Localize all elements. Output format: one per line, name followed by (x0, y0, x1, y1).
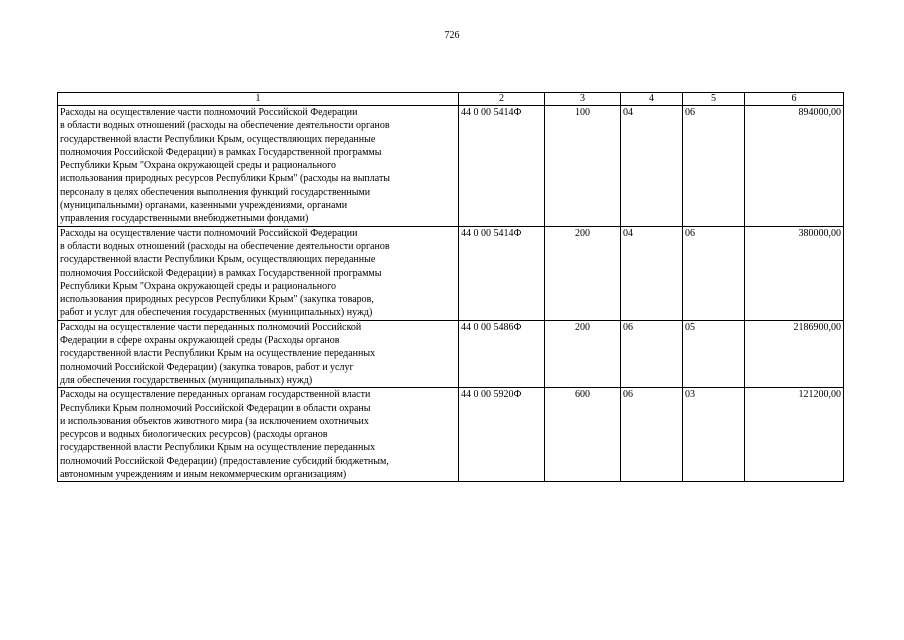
row-section: 06 (621, 388, 683, 482)
description-line: полномочия Российской Федерации) в рамках Государственной программы (60, 267, 382, 279)
row-type: 100 (545, 106, 621, 227)
row-description (58, 226, 459, 320)
row-subsection: 06 (683, 106, 745, 227)
row-code: 44 0 00 5414Ф (459, 226, 545, 320)
description-line: использования природных ресурсов Республики Крым" (закупка товаров, (60, 294, 374, 306)
column-header-5: 5 (683, 93, 745, 106)
row-amount: 894000,00 (745, 106, 844, 227)
table-row (58, 320, 844, 387)
row-type: 200 (545, 320, 621, 387)
row-section: 04 (621, 226, 683, 320)
row-amount: 121200,00 (745, 388, 844, 482)
description-line: работ и услуг для обеспечения государственных (муниципальных) нужд) (60, 307, 373, 319)
description-line: полномочий Российской Федерации) (предоставление субсидий бюджетным, (60, 455, 389, 467)
row-description (58, 320, 459, 387)
row-amount: 2186900,00 (745, 320, 844, 387)
row-section: 04 (621, 106, 683, 227)
description-line: (муниципальными) органами, казенными учреждениями, органами (60, 200, 348, 212)
row-amount: 380000,00 (745, 226, 844, 320)
description-line: и использования объектов животного мира (за исключением охотничьих (60, 415, 369, 427)
table-row (58, 388, 844, 482)
description-line: Расходы на осуществление части переданных полномочий Российской (60, 321, 362, 333)
description-line: Расходы на осуществление части полномочий Российской Федерации (60, 227, 358, 239)
description-line: в области водных отношений (расходы на обеспечение деятельности органов (60, 120, 390, 132)
description-line: государственной власти Республики Крым, осуществляющих переданные (60, 254, 376, 266)
row-code: 44 0 00 5920Ф (459, 388, 545, 482)
header-row (58, 93, 844, 106)
table-row (58, 226, 844, 320)
row-type: 200 (545, 226, 621, 320)
row-section: 06 (621, 320, 683, 387)
row-code: 44 0 00 5414Ф (459, 106, 545, 227)
column-header-4: 4 (621, 93, 683, 106)
row-description (58, 106, 459, 227)
description-line: персоналу в целях обеспечения выполнения функций государственными (60, 186, 371, 198)
description-line: Республики Крым "Охрана окружающей среды и рационального (60, 280, 336, 292)
description-line: использования природных ресурсов Республики Крым" (расходы на выплаты (60, 173, 391, 185)
budget-table (57, 92, 844, 482)
description-line: ресурсов и водных биологических ресурсов) (расходы органов (60, 429, 328, 441)
description-line: управления государственными внебюджетными фондами) (60, 213, 309, 225)
table-row (58, 106, 844, 227)
description-line: государственной власти Республики Крым на осуществление переданных (60, 348, 376, 360)
row-subsection: 03 (683, 388, 745, 482)
description-line: полномочия Российской Федерации) в рамках Государственной программы (60, 146, 382, 158)
description-line: Республики Крым полномочий Российской Федерации в области охраны (60, 402, 371, 414)
description-line: Федерации в сфере охраны окружающей среды (Расходы органов (60, 335, 340, 347)
description-line: Расходы на осуществление части полномочий Российской Федерации (60, 107, 358, 118)
description-line: Республики Крым "Охрана окружающей среды и рационального (60, 160, 336, 172)
row-subsection: 05 (683, 320, 745, 387)
row-subsection: 06 (683, 226, 745, 320)
description-line: государственной власти Республики Крым, осуществляющих переданные (60, 133, 376, 145)
description-line: государственной власти Республики Крым на осуществление переданных (60, 442, 376, 454)
column-header-2: 2 (459, 93, 545, 106)
description-line: в области водных отношений (расходы на обеспечение деятельности органов (60, 240, 390, 252)
row-description (58, 388, 459, 482)
description-line: автономным учреждениям и иным некоммерческим организациям) (60, 469, 347, 481)
row-code: 44 0 00 5486Ф (459, 320, 545, 387)
description-line: для обеспечения государственных (муниципальных) нужд) (60, 374, 313, 386)
column-header-1: 1 (58, 93, 459, 106)
row-type: 600 (545, 388, 621, 482)
description-line: Расходы на осуществление переданных органам государственной власти (60, 389, 371, 401)
column-header-6: 6 (745, 93, 844, 106)
page-number: 726 (444, 30, 460, 41)
column-header-3: 3 (545, 93, 621, 106)
description-line: полномочий Российской Федерации) (закупка товаров, работ и услуг (60, 361, 354, 373)
